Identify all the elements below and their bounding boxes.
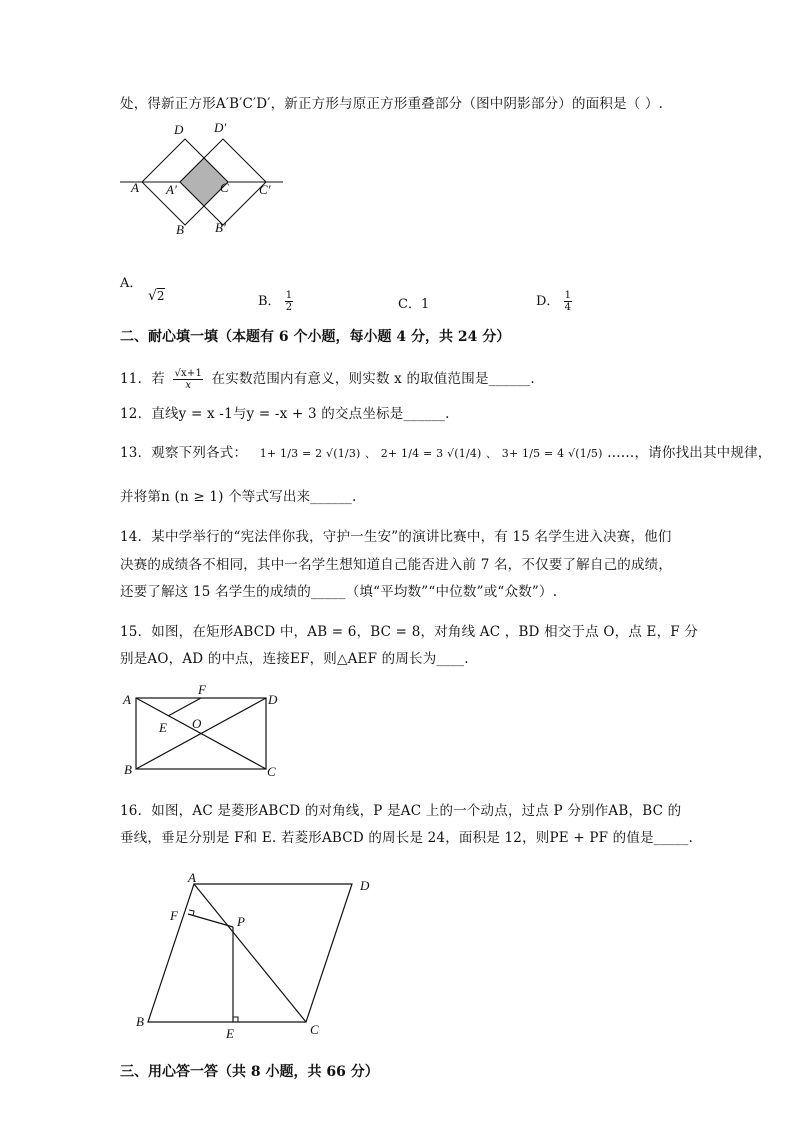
q16-figure	[130, 866, 380, 1046]
q15-line1: 15．如图，在矩形ABCD 中，AB = 6，BC = 8，对角线 AC ，BD 相交于点 O，点 E，F 分	[120, 624, 699, 640]
q12-text: 12．直线y = x -1与y = -x + 3 的交点坐标是______.	[120, 406, 450, 422]
q10-label-Bp: B′	[215, 220, 226, 235]
q13-line2: 并将第n (n ≥ 1) 个等式写出来______.	[120, 489, 357, 505]
q14-line2: 决赛的成绩各不相同，其中一名学生想知道自己能否进入前 7 名，不仅要了解自己的成绩，	[120, 557, 673, 573]
q15-label-E: E	[159, 720, 167, 735]
q10-option-a-label: A．	[120, 276, 143, 291]
q16-label-F: F	[170, 908, 178, 923]
q10-label-Ap: A′	[166, 182, 177, 197]
q14-line1: 14．某中学举行的“宪法伴你我，守护一生安”的演讲比赛中，有 15 名学生进入决赛，他们	[120, 529, 672, 545]
q15-line2: 别是AO，AD 的中点，连接EF，则△AEF 的周长为____.	[120, 651, 469, 667]
q16-label-P: P	[237, 914, 245, 929]
q10-option-c: C．1	[398, 297, 430, 312]
q15-label-C: C	[267, 764, 276, 779]
q16-label-B: B	[136, 1014, 144, 1029]
section2-title: 二、耐心填一填（本题有 6 个小题，每小题 4 分，共 24 分）	[120, 329, 511, 345]
q15-label-O: O	[192, 716, 202, 731]
q10-label-B: B	[176, 222, 184, 237]
q11	[120, 367, 535, 391]
q10-label-Dp: D′	[214, 120, 227, 135]
q13: 13．观察下列各式： 1+ 1/3 = 2 √(1/3) 、 2+ 1/4 = 3 √(1/4) 、 3+ 1/5 = 4 √(1/5) ……，请你找出其中规律，	[120, 445, 772, 461]
q16-label-D: D	[360, 878, 370, 893]
q15-figure	[118, 682, 288, 782]
q16-label-A: A	[188, 870, 196, 885]
q10-label-C: C	[220, 180, 229, 195]
q13-expr-3: 3+ 1/5 = 4 √(1/5)	[501, 447, 603, 460]
q15-label-D: D	[268, 692, 278, 707]
q10-label-D: D	[174, 122, 184, 137]
q15-label-B: B	[124, 762, 132, 777]
q11-fraction: $\frac{√x+1}{x}$	[174, 368, 203, 391]
q16-label-C: C	[310, 1022, 319, 1037]
q13-prefix: 13．观察下列各式：	[120, 445, 248, 461]
q10-option-b: B． $\frac{1}{2}$	[258, 290, 293, 313]
q10-option-d: D． $\frac{1}{4}$	[536, 290, 571, 313]
q13-suffix: ……，请你找出其中规律，	[607, 445, 772, 461]
section3-title: 三、用心答一答（共 8 小题，共 66 分）	[120, 1064, 379, 1080]
q10-text: 处，得新正方形A′B′C′D′，新正方形与原正方形重叠部分（图中阴影部分）的面积是（ ）.	[120, 96, 664, 112]
q14-line3: 还要了解这 15 名学生的成绩的_____（填“平均数”“中位数”或“众数”）.	[120, 584, 558, 600]
q10-option-a-value: √2	[148, 288, 165, 304]
q15-label-A: A	[123, 692, 131, 707]
q13-expr-1: 1+ 1/3 = 2 √(1/3)	[259, 447, 361, 460]
q10-label-Cp: C′	[259, 182, 271, 197]
q10-figure	[118, 118, 288, 240]
q16-label-E: E	[226, 1026, 234, 1041]
q10-label-A: A	[131, 180, 139, 195]
q13-expr-2: 2+ 1/4 = 3 √(1/4)	[380, 447, 482, 460]
q16-line2: 垂线，垂足分别是 F和 E. 若菱形ABCD 的周长是 24，面积是 12，则PE + PF 的值是_____.	[120, 830, 694, 846]
q11-prefix: 11．若	[120, 371, 165, 387]
q15-label-F: F	[198, 682, 206, 697]
q11-suffix: 在实数范围内有意义，则实数 x 的取值范围是______.	[211, 371, 535, 387]
q16-line1: 16．如图，AC 是菱形ABCD 的对角线，P 是AC 上的一个动点，过点 P 分别作AB，BC 的	[120, 803, 682, 819]
